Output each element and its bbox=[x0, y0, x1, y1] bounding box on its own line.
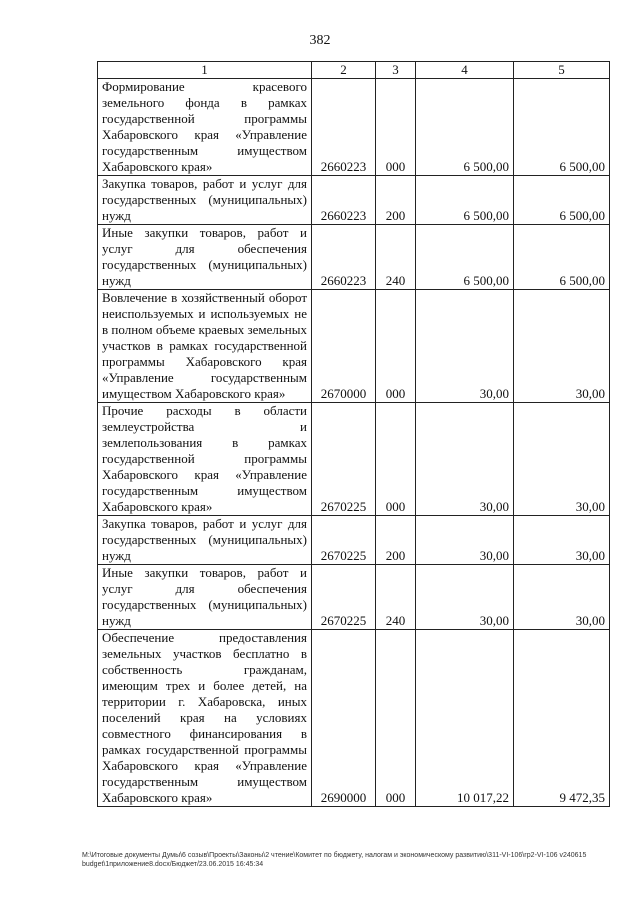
expense-type-code: 240 bbox=[376, 225, 416, 290]
amount-col5: 30,00 bbox=[514, 403, 610, 516]
amount-col4: 6 500,00 bbox=[416, 225, 514, 290]
expense-type-code: 000 bbox=[376, 630, 416, 807]
column-header-5: 5 bbox=[514, 62, 610, 79]
target-article-code: 2670000 bbox=[312, 290, 376, 403]
amount-col4: 30,00 bbox=[416, 403, 514, 516]
target-article-code: 2660223 bbox=[312, 225, 376, 290]
amount-col5: 30,00 bbox=[514, 290, 610, 403]
target-article-code: 2660223 bbox=[312, 176, 376, 225]
amount-col5: 30,00 bbox=[514, 516, 610, 565]
table-row bbox=[98, 176, 610, 225]
amount-col4: 6 500,00 bbox=[416, 79, 514, 176]
amount-col5: 6 500,00 bbox=[514, 225, 610, 290]
expense-name: Формирование красевого земельного фонда в рамках государственной программы Хабаровского края «Управление государственным имуществом Хабаровского края» bbox=[98, 79, 312, 176]
amount-col4: 6 500,00 bbox=[416, 176, 514, 225]
expense-name: Обеспечение предоставления земельных участков бесплатно в собственность гражданам, имеющим трех и более детей, на территории г. Хабаровска, иных поселений края на условиях совместного финансирования в рамках государственной программы Хабаровского края «Управление государственным имуществом Хабаровского края» bbox=[98, 630, 312, 807]
amount-col5: 6 500,00 bbox=[514, 79, 610, 176]
target-article-code: 2670225 bbox=[312, 403, 376, 516]
expense-name: Иные закупки товаров, работ и услуг для обеспечения государственных (муниципальных) нужд bbox=[98, 225, 312, 290]
target-article-code: 2660223 bbox=[312, 79, 376, 176]
amount-col4: 30,00 bbox=[416, 516, 514, 565]
expense-type-code: 200 bbox=[376, 516, 416, 565]
column-header-4: 4 bbox=[416, 62, 514, 79]
file-path-footer: M:\Итоговые документы Думы\6 созыв\Проекты\Законы\2 чтение\Комитет по бюджету, налогам и экономическому развитию\311-VI-106\гр2-VI-106 v240615 budget\1приложение8.docx/Бюджет/23.06.2015 16:45:34 bbox=[82, 852, 587, 868]
table-row bbox=[98, 565, 610, 630]
expense-name: Закупка товаров, работ и услуг для государственных (муниципальных) нужд bbox=[98, 176, 312, 225]
table-row bbox=[98, 79, 610, 176]
table-row bbox=[98, 403, 610, 516]
amount-col4: 30,00 bbox=[416, 290, 514, 403]
expense-name: Вовлечение в хозяйственный оборот неиспользуемых и используемых не в полном объеме краевых земельных участков в рамках государственной программы Хабаровского края «Управление государственным имуществом Хабаровского края» bbox=[98, 290, 312, 403]
expense-type-code: 000 bbox=[376, 403, 416, 516]
table-header-row bbox=[98, 62, 610, 79]
target-article-code: 2690000 bbox=[312, 630, 376, 807]
expense-type-code: 000 bbox=[376, 79, 416, 176]
table-row bbox=[98, 290, 610, 403]
column-header-1: 1 bbox=[98, 62, 312, 79]
amount-col5: 30,00 bbox=[514, 565, 610, 630]
table-row bbox=[98, 516, 610, 565]
column-header-3: 3 bbox=[376, 62, 416, 79]
amount-col5: 6 500,00 bbox=[514, 176, 610, 225]
amount-col5: 9 472,35 bbox=[514, 630, 610, 807]
expense-type-code: 240 bbox=[376, 565, 416, 630]
expense-name: Иные закупки товаров, работ и услуг для обеспечения государственных (муниципальных) нужд bbox=[98, 565, 312, 630]
page-number: 382 bbox=[309, 33, 331, 48]
target-article-code: 2670225 bbox=[312, 565, 376, 630]
table-row bbox=[98, 225, 610, 290]
expense-name: Прочие расходы в области землеустройства и землепользования в рамках государственной программы Хабаровского края «Управление государственным имуществом Хабаровского края» bbox=[98, 403, 312, 516]
expense-type-code: 200 bbox=[376, 176, 416, 225]
expense-type-code: 000 bbox=[376, 290, 416, 403]
table-row bbox=[98, 630, 610, 807]
target-article-code: 2670225 bbox=[312, 516, 376, 565]
expense-name: Закупка товаров, работ и услуг для государственных (муниципальных) нужд bbox=[98, 516, 312, 565]
amount-col4: 30,00 bbox=[416, 565, 514, 630]
column-header-2: 2 bbox=[312, 62, 376, 79]
amount-col4: 10 017,22 bbox=[416, 630, 514, 807]
budget-table bbox=[97, 61, 610, 807]
